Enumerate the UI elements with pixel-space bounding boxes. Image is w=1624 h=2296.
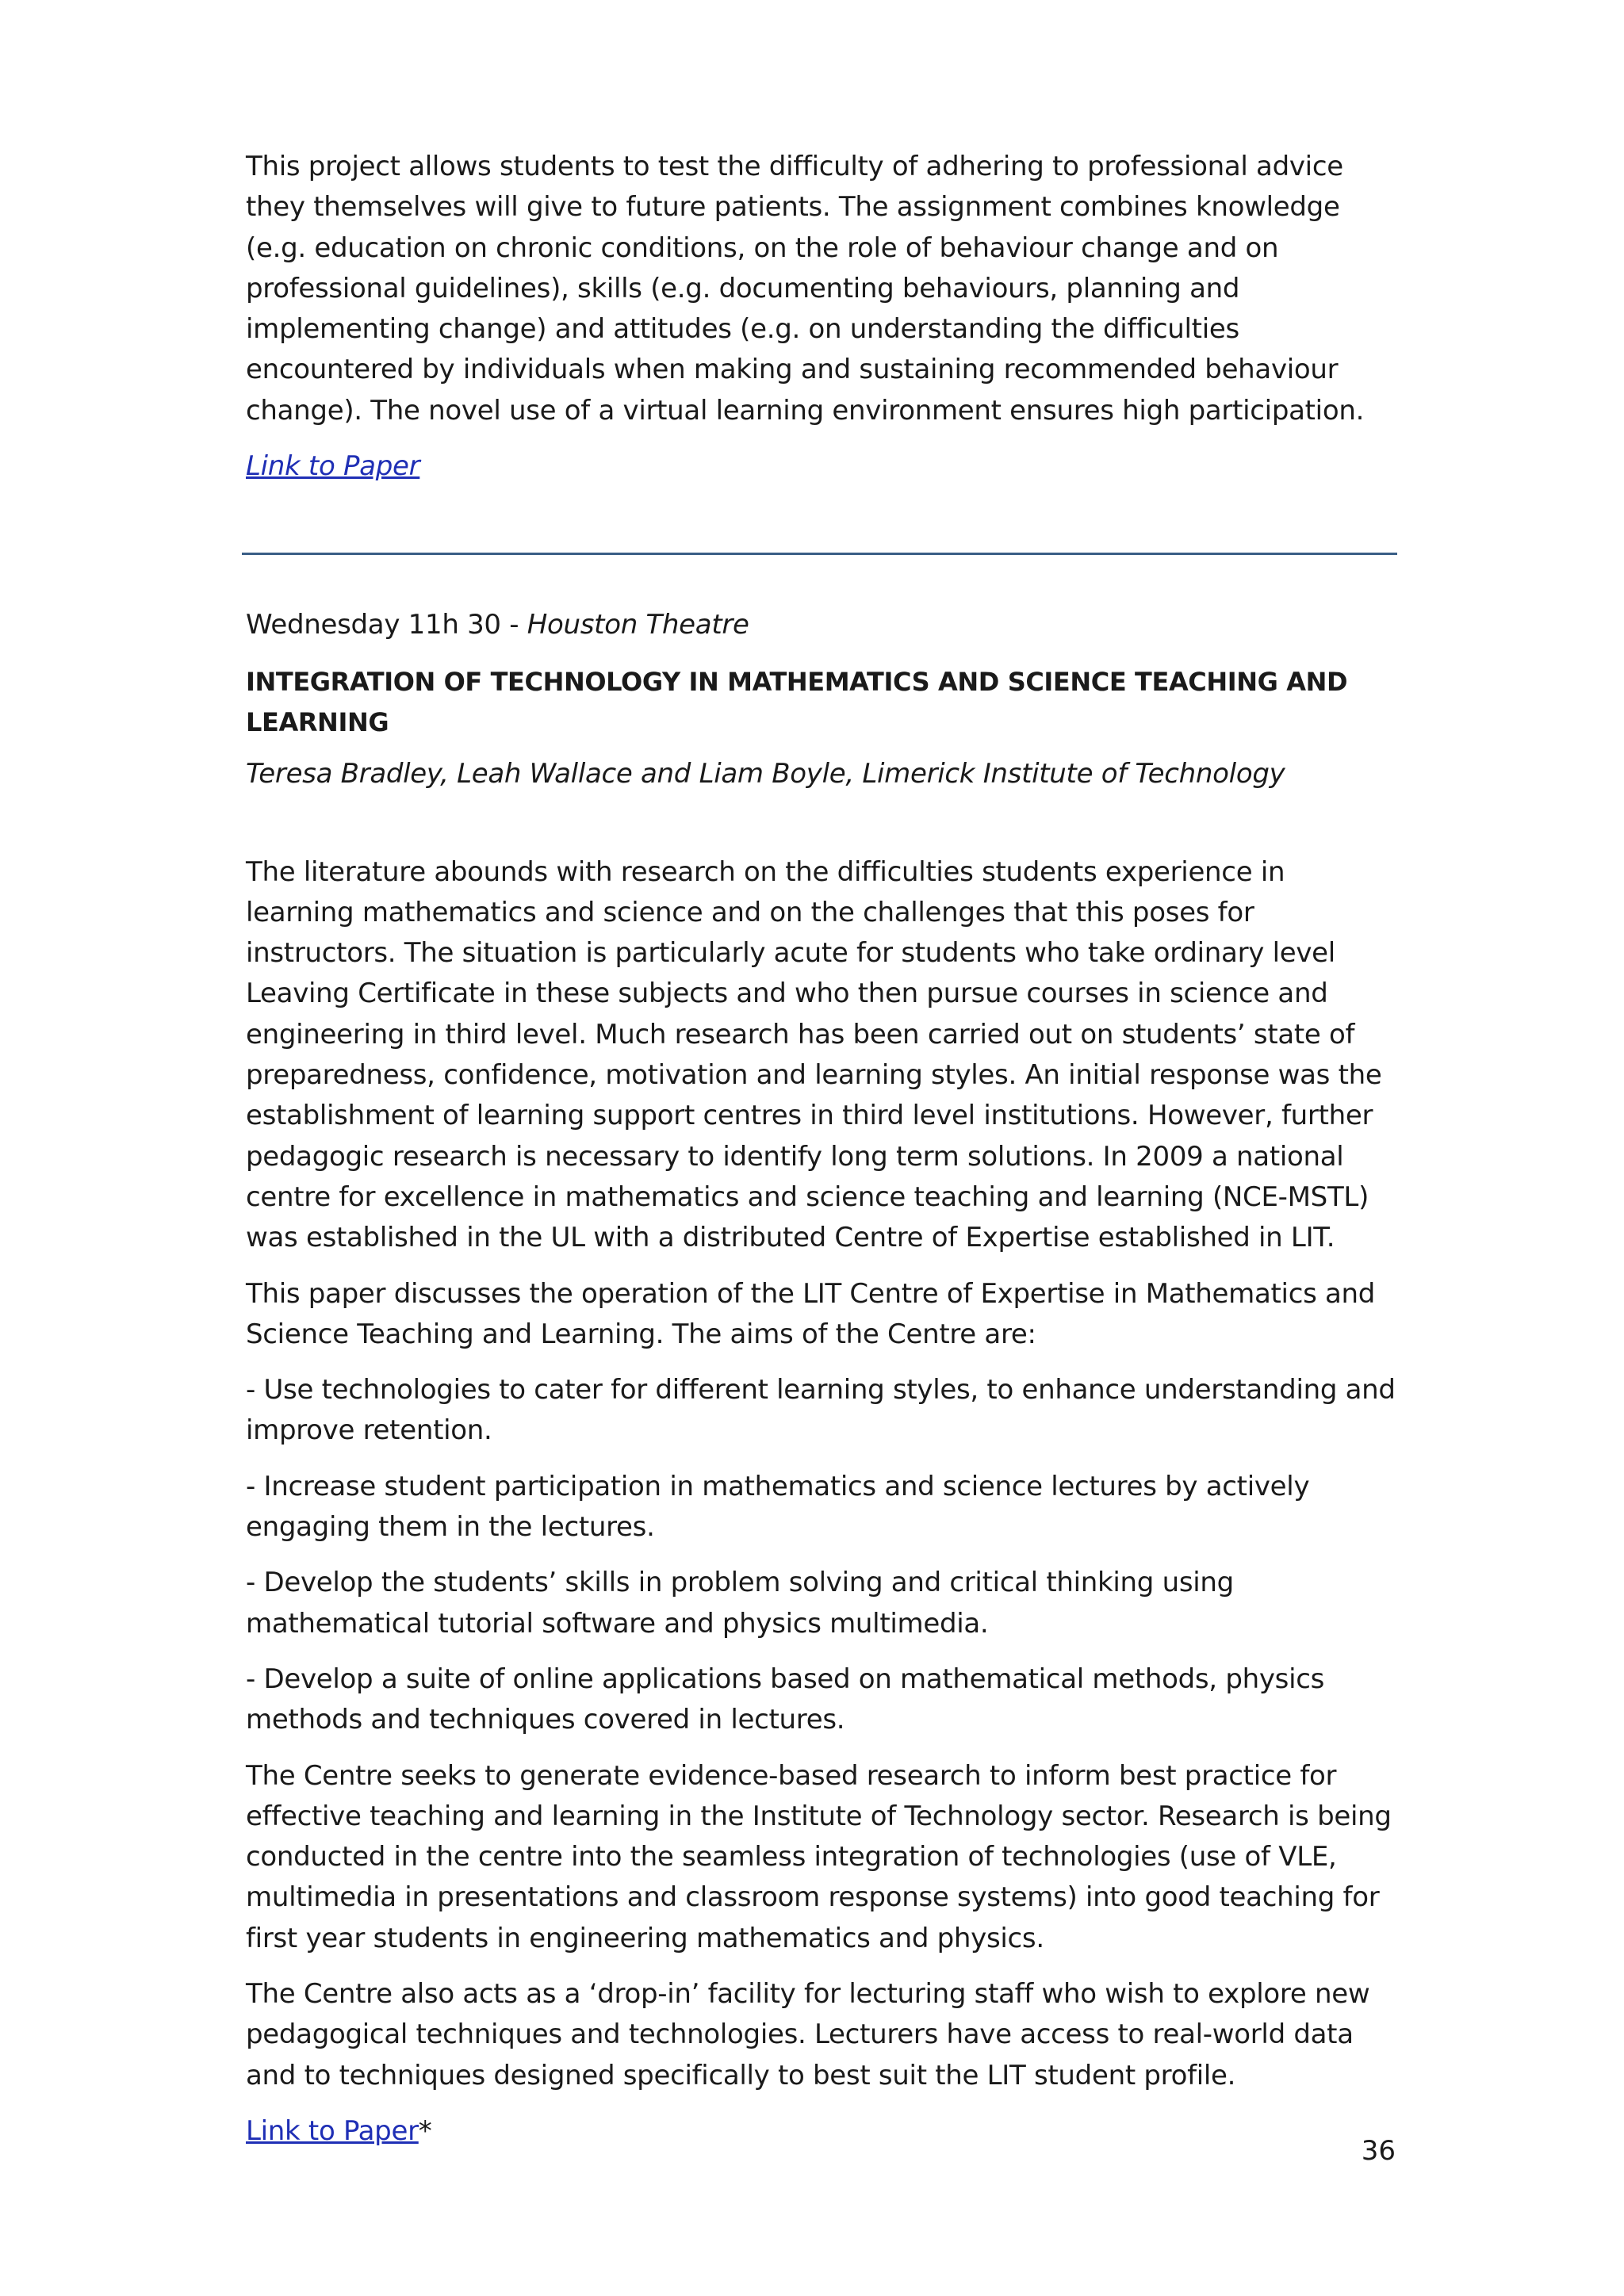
link-asterisk: * [418,2114,432,2147]
link-to-paper[interactable]: Link to Paper [246,2114,419,2147]
intro-paragraph: This project allows students to test the difficulty of adhering to professional advice they themselves will give to future patients. The assignment combines knowledge (e.g. education on chronic conditions, on the role of behaviour change and on professional guidelines), skills (e.g. documenting behaviours, planning and implementing change) and attitudes (e.g. on understanding the difficulties encountered by individuals when making and sustaining recommended behaviour change). The novel use of a virtual learning environment ensures high participation. [246,151,1365,427]
body-paragraph: The Centre seeks to generate evidence-based research to inform best practice for effective teaching and learning in the Institute of Technology sector. Research is being conducted in the centre into the seamless integration of technologies (use of VLE, multimedia in presentations and classroom response systems) into good teaching for first year students in engineering mathematics and physics. [246,1759,1392,1954]
paper-title: INTEGRATION OF TECHNOLOGY IN MATHEMATICS AND SCIENCE TEACHING AND LEARNING [246,666,1348,737]
document-page [246,147,1396,2152]
session-venue: Houston Theatre [527,609,749,641]
aim-item: - Increase student participation in mathematics and science lectures by actively engaging them in the lectures. [246,1470,1310,1544]
paper-authors: Teresa Bradley, Leah Wallace and Liam Boyle, Limerick Institute of Technology [246,758,1285,790]
aim-item: - Develop a suite of online applications based on mathematical methods, physics methods and techniques covered in lectures. [246,1663,1325,1736]
session-time-line [246,605,1396,645]
body-paragraph: This paper discusses the operation of the LIT Centre of Expertise in Mathematics and Science Teaching and Learning. The aims of the Centre are: [246,1277,1376,1350]
session-link-line [246,2111,1396,2152]
page-number: 36 [1361,2135,1396,2167]
aim-item: - Use technologies to cater for different learning styles, to enhance understanding and improve retention. [246,1374,1396,1447]
link-to-paper[interactable]: Link to Paper [246,450,420,483]
body-paragraph: The Centre also acts as a ‘drop-in’ facility for lecturing staff who wish to explore new pedagogical techniques and technologies. Lecturers have access to real-world data and to techniques designed specifically to best suit the LIT student profile. [246,1977,1370,2091]
section-divider [242,553,1397,555]
section-gap [246,487,1396,605]
session-time: Wednesday 11h 30 - [246,609,527,641]
intro-link-line [246,446,1396,487]
body-paragraph: The literature abounds with research on the difficulties students experience in learning mathematics and science and on the challenges that this poses for instructors. The situation is particularly acute for students who take ordinary level Leaving Certificate in these subjects and who then pursue courses in science and engineering in third level. Much research has been carried out on students’ state of preparedness, confidence, motivation and learning styles. An initial response was the establishment of learning support centres in third level institutions. However, further pedagogic research is necessary to identify long term solutions. In 2009 a national centre for excellence in mathematics and science teaching and learning (NCE-MSTL) was established in the UL with a distributed Centre of Expertise established in LIT. [246,855,1382,1254]
aim-item: - Develop the students’ skills in problem solving and critical thinking using mathematical tutorial software and physics multimedia. [246,1567,1234,1640]
